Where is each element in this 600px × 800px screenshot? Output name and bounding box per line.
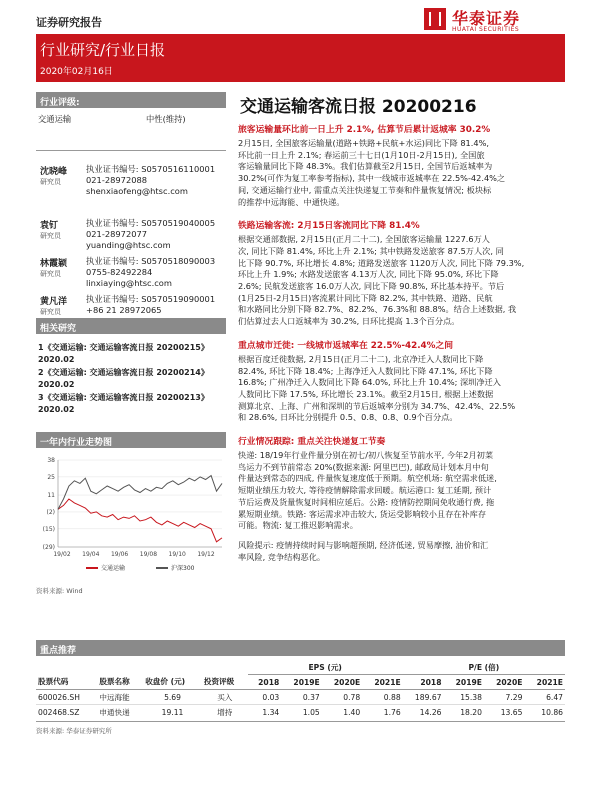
col-header: 2021E (374, 677, 401, 687)
logo-english: HUATAI SECURITIES (452, 26, 520, 33)
x-tick-label: 19/02 (53, 551, 71, 558)
table-row: 600026.SH 中远海能 5.69 买入 0.03 0.37 0.78 0.88 189.67 15.38 7.29 6.47 (36, 690, 565, 705)
table-row: 002468.SZ 申通快递 19.11 增持 1.34 1.05 1.40 1.76 14.26 18.20 13.65 10.86 (38, 707, 563, 717)
section-heading: 旅客运输量环比前一日上升 2.1%, 估算节后累计返城率 30.2% (238, 125, 491, 135)
related-item[interactable]: 3《交通运输: 交通运输客流日报 20200213》 2020.02 (38, 393, 209, 414)
section-body: 快递: 18/19年行业件量分别在初七/初八恢复至节前水平, 今年2月初菜 鸟运力不到节前常态 20%(数据来源: 阿里巴巴), 邮政局计划本月中旬 件量达到常态的四成, 件量恢复速度低于预期。航空机场: 航空需求低迷, 短期业绩压力较大, 等待疫情解除需求回暖。航运港口: 复工延期, 预计 节后运费及货量恢复时间相应延后。公路: 疫情防控期间免收通行费, 拖 累短期业绩。铁路: 客运需求冲击较大, 货运受影响较小且存在补库存 可能。物流: 复工推迟影响需求。 (238, 450, 497, 531)
stocks-table (36, 660, 565, 719)
related-list (38, 342, 238, 415)
section-market-overview (238, 122, 568, 208)
y-tick-label: 38 (47, 457, 55, 464)
x-tick-label: 19/12 (197, 551, 215, 558)
legend-label: 交通运输 (101, 565, 126, 572)
x-tick-label: 19/06 (110, 551, 129, 558)
chart-section-header: 一年内行业走势图 (36, 432, 226, 448)
analyst-cert: 执业证书编号: S0570519090001 (86, 294, 216, 304)
analyst-phone: 021-28972077 (86, 229, 148, 239)
logo-name: 华泰证券 (452, 9, 521, 28)
eps-group-header: EPS (元) (248, 660, 403, 675)
stocks-section-header: 重点推荐 (36, 640, 565, 656)
col-header: 收盘价 (元) (145, 677, 186, 687)
stocks-table-wrap (36, 660, 565, 735)
rating-value: 中性(维持) (146, 114, 186, 124)
chart-series-lines (58, 476, 222, 542)
analyst-card (36, 256, 236, 294)
legend-label: 沪深300 (171, 565, 195, 572)
chart-gridlines (58, 460, 222, 547)
col-header: 2019E (293, 677, 320, 687)
risk-notice: 风险提示: 疫情持续时间与影响超预期, 经济低迷, 贸易摩擦, 油价和汇 率风险, 竞争结构恶化。 (238, 539, 489, 562)
section-heading: 行业情况跟踪: 重点关注快递复工节奏 (238, 437, 386, 448)
x-axis-ticks (53, 551, 214, 558)
analyst-name: 袁钉 (40, 221, 59, 231)
y-axis-ticks (43, 457, 56, 551)
col-header: 2019E (455, 677, 482, 687)
related-item[interactable]: 2《交通运输: 交通运输客流日报 20200214》 2020.02 (38, 368, 209, 389)
col-header: 2018 (258, 677, 280, 687)
analyst-role: 研究员 (40, 270, 61, 278)
x-tick-label: 19/04 (82, 551, 100, 558)
analyst-cert: 执业证书编号: S0570519040005 (86, 218, 216, 228)
section-body: 根据百度迁徙数据, 2月15日(正月二十二), 北京净迁入人数同比下降 82.4%, 环比下降 18.4%; 上海净迁入人数同比下降 47.1%, 环比下降 16.8%; 广州净迁入人数同比下降 64.0%, 环比上升 10.4%; 深圳净迁入 人数同比下降 17.5%, 环比增长 23.1%。截至2月15日, 根据上述数据 测算北京、上海、广州和深圳的节后返城率分别为 34.7%、42.4%、22.5% 和 28.6%, 日环比分别提升 0.5、0.8、0.8、0.9个百分点。 (238, 353, 516, 423)
table-header-row (36, 675, 565, 690)
analyst-card (36, 218, 236, 256)
section-heading: 铁路运输客流: 2月15日客流同比下降 81.4% (238, 221, 420, 232)
report-title: 交通运输客流日报 20200216 (240, 97, 477, 117)
industry-trend-chart (36, 452, 226, 577)
section-city-migration (238, 338, 568, 424)
analyst-email[interactable]: shenxiaofeng@htsc.com (86, 186, 188, 196)
rating-industry: 交通运输 (38, 114, 72, 124)
analyst-card (36, 164, 236, 218)
col-header: 2020E (333, 677, 361, 687)
analyst-cert: 执业证书编号: S0570516110001 (86, 164, 216, 174)
y-tick-label: (29) (42, 544, 55, 551)
col-header: 股票代码 (38, 677, 69, 687)
y-tick-label: (15) (42, 525, 55, 533)
y-tick-label: 11 (47, 492, 55, 500)
logo (424, 6, 564, 36)
analyst-role: 研究员 (40, 308, 61, 316)
series-line (58, 499, 222, 542)
analyst-role: 研究员 (40, 232, 61, 240)
section-industry-tracking (238, 434, 568, 532)
x-tick-label: 19/08 (139, 551, 158, 558)
section-body: 2月15日, 全国旅客运输量(道路+铁路+民航+水运)同比下降 81.4%, 环比前一日上升 2.1%; 春运前三十七日(1月10日-2月15日), 全国旅 客运输量同比下降 48.3%。我们估算截至2月15日, 全国节后返城率为 30.2%(可作为复工率参考指标), 其中一线城市返城率在 22.5%-42.4%之 间, 交通运输行业中, 需重点关注快递复工节奏和件量恢复情况; 板块标 的推荐中远海能、中通快递。 (238, 138, 506, 207)
related-item[interactable]: 1《交通运输: 交通运输客流日报 20200215》 2020.02 (38, 343, 209, 364)
chart-legend (86, 564, 195, 572)
analyst-role: 研究员 (40, 178, 61, 186)
report-category: 行业研究/行业日报 (40, 41, 166, 59)
col-header: 2020E (496, 677, 523, 687)
y-tick-label: 25 (47, 473, 55, 481)
table-bottom-rule (36, 721, 565, 722)
series-line (58, 476, 222, 510)
analyst-cert: 执业证书编号: S0570518090003 (86, 256, 216, 266)
report-date: 2020年02月16日 (40, 67, 113, 77)
table-source: 资料来源: 华泰证券研究所 (36, 727, 112, 735)
col-header: 2021E (536, 677, 563, 687)
analyst-name: 沈晓峰 (40, 167, 68, 177)
logo-mark-icon (424, 8, 446, 30)
section-body: 根据交通部数据, 2月15日(正月二十二), 全国旅客运输量 1227.6万人 次, 同比下降 81.4%, 环比上升 2.1%; 其中铁路发送旅客 87.5万人次, 同 比下降 90.7%, 环比增长 4.8%; 道路发送旅客 1120万人次, 同比下降 79.3%, 环比上升 1.9%; 水路发送旅客 4.13万人次, 同比下降 95.0%, 环比下降 2.6%; 民航发送旅客 16.0万人次, 同比下降 90.8%, 环比基本持平。节后 (1月25日-2月15日)客流累计同比下降 82.2%, 其中铁路、道路、民航 和水路同比分别下降 82.7%、82.2%、76.3%和 88.8%。结合上述数据, 我 们估算过去人口返城率为 30.2%, 日环比提高 1.3个百分点。 (238, 234, 525, 327)
related-section-header: 相关研究 (36, 318, 226, 334)
analyst-email[interactable]: linxiaying@htsc.com (86, 278, 172, 288)
analyst-email[interactable]: yuanding@htsc.com (86, 240, 171, 250)
analyst-list (36, 164, 236, 332)
rating-section-header: 行业评级: (36, 92, 226, 108)
analyst-name: 黄凡洋 (40, 297, 68, 307)
analyst-name: 林霞颖 (40, 259, 68, 269)
chart-source: 资料来源: Wind (36, 587, 83, 595)
col-header: 投资评级 (203, 677, 235, 687)
report-type: 证券研究报告 (36, 16, 102, 29)
analyst-phone: +86 21 28972065 (86, 305, 162, 315)
col-header: 2018 (420, 677, 442, 687)
section-heading: 重点城市迁徙: 一线城市返城率在 22.5%-42.4%之间 (238, 340, 454, 351)
x-tick-label: 19/10 (168, 551, 186, 558)
category-banner (36, 34, 565, 82)
pe-group-header: P/E (倍) (403, 660, 565, 675)
analyst-phone: 0755-82492284 (86, 267, 153, 277)
main-body (238, 122, 568, 563)
y-tick-label: (2) (46, 508, 55, 516)
analyst-phone: 021-28972088 (86, 175, 148, 185)
col-header: 股票名称 (99, 677, 130, 687)
divider (36, 150, 226, 151)
section-passenger-flow (238, 218, 568, 328)
